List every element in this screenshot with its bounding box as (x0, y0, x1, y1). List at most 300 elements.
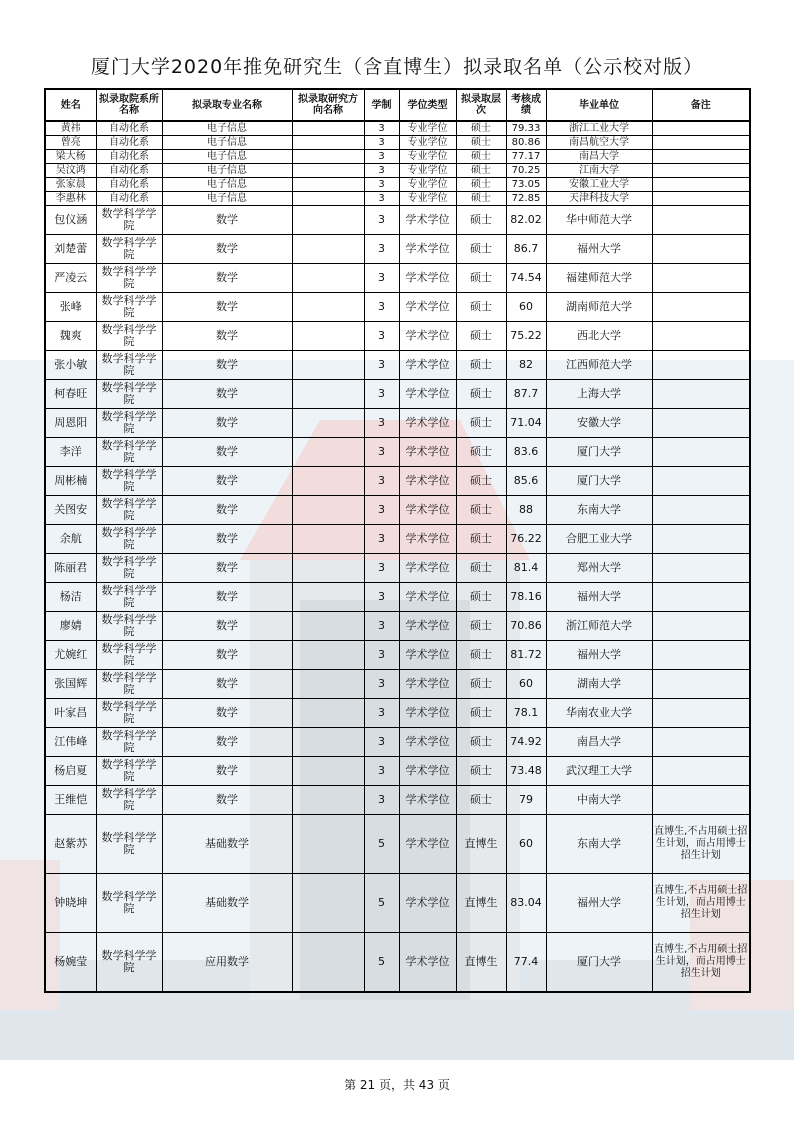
table-row (45, 728, 750, 757)
cell-department: 数学科学学院 (96, 699, 162, 728)
cell-major: 数学 (162, 206, 292, 235)
cell-level: 硕士 (456, 786, 506, 815)
cell-degree-type: 专业学位 (399, 121, 456, 136)
cell-student-name: 钟晓坤 (45, 874, 96, 933)
cell-note (652, 178, 750, 192)
header-degree-type: 学位类型 (399, 89, 456, 121)
cell-student-name: 江伟峰 (45, 728, 96, 757)
cell-student-name: 王维恺 (45, 786, 96, 815)
cell-department: 数学科学学院 (96, 264, 162, 293)
cell-score: 73.05 (506, 178, 546, 192)
cell-years: 3 (364, 409, 399, 438)
cell-department: 自动化系 (96, 178, 162, 192)
cell-direction (292, 728, 364, 757)
cell-degree-type: 学术学位 (399, 699, 456, 728)
cell-major: 数学 (162, 612, 292, 641)
header-name: 姓名 (45, 89, 96, 121)
cell-note (652, 641, 750, 670)
cell-student-name: 曾亮 (45, 136, 96, 150)
table-row (45, 467, 750, 496)
cell-note (652, 322, 750, 351)
cell-level: 硕士 (456, 467, 506, 496)
cell-years: 3 (364, 612, 399, 641)
cell-major: 数学 (162, 641, 292, 670)
cell-degree-type: 学术学位 (399, 351, 456, 380)
table-row (45, 525, 750, 554)
cell-years: 3 (364, 192, 399, 206)
cell-level: 硕士 (456, 121, 506, 136)
cell-score: 73.48 (506, 757, 546, 786)
cell-years: 3 (364, 670, 399, 699)
cell-school: 江南大学 (546, 164, 652, 178)
cell-school: 南昌大学 (546, 150, 652, 164)
cell-score: 70.86 (506, 612, 546, 641)
cell-school: 湖南师范大学 (546, 293, 652, 322)
cell-major: 数学 (162, 728, 292, 757)
cell-student-name: 杨洁 (45, 583, 96, 612)
cell-score: 70.25 (506, 164, 546, 178)
cell-student-name: 张国辉 (45, 670, 96, 699)
cell-degree-type: 学术学位 (399, 496, 456, 525)
table-row (45, 164, 750, 178)
cell-years: 3 (364, 293, 399, 322)
header-direction: 拟录取研究方向名称 (292, 89, 364, 121)
cell-note (652, 728, 750, 757)
cell-years: 3 (364, 438, 399, 467)
cell-degree-type: 学术学位 (399, 525, 456, 554)
table-row (45, 380, 750, 409)
cell-score: 78.1 (506, 699, 546, 728)
cell-school: 江西师范大学 (546, 351, 652, 380)
cell-major: 数学 (162, 699, 292, 728)
header-department: 拟录取院系所名称 (96, 89, 162, 121)
cell-major: 应用数学 (162, 933, 292, 993)
cell-level: 硕士 (456, 670, 506, 699)
cell-note: 直博生,不占用硕士招生计划，而占用博士招生计划 (652, 874, 750, 933)
cell-note (652, 264, 750, 293)
cell-department: 数学科学学院 (96, 815, 162, 874)
cell-school: 郑州大学 (546, 554, 652, 583)
header-note: 备注 (652, 89, 750, 121)
cell-years: 3 (364, 164, 399, 178)
cell-level: 硕士 (456, 699, 506, 728)
cell-note (652, 136, 750, 150)
cell-department: 数学科学学院 (96, 496, 162, 525)
cell-level: 硕士 (456, 583, 506, 612)
cell-degree-type: 专业学位 (399, 164, 456, 178)
cell-major: 数学 (162, 264, 292, 293)
cell-direction (292, 757, 364, 786)
cell-school: 中南大学 (546, 786, 652, 815)
cell-direction (292, 641, 364, 670)
cell-level: 硕士 (456, 178, 506, 192)
cell-note: 直博生,不占用硕士招生计划，而占用博士招生计划 (652, 815, 750, 874)
cell-score: 60 (506, 815, 546, 874)
cell-direction (292, 136, 364, 150)
header-level: 拟录取层次 (456, 89, 506, 121)
cell-note (652, 235, 750, 264)
cell-score: 85.6 (506, 467, 546, 496)
cell-major: 数学 (162, 786, 292, 815)
cell-degree-type: 学术学位 (399, 815, 456, 874)
cell-school: 福州大学 (546, 641, 652, 670)
table-row (45, 699, 750, 728)
cell-major: 基础数学 (162, 815, 292, 874)
cell-major: 数学 (162, 351, 292, 380)
table-row (45, 438, 750, 467)
cell-major: 数学 (162, 438, 292, 467)
cell-degree-type: 学术学位 (399, 554, 456, 583)
cell-score: 81.72 (506, 641, 546, 670)
cell-degree-type: 专业学位 (399, 136, 456, 150)
cell-student-name: 张家晨 (45, 178, 96, 192)
cell-department: 数学科学学院 (96, 409, 162, 438)
cell-score: 74.54 (506, 264, 546, 293)
cell-score: 82 (506, 351, 546, 380)
header-score: 考核成绩 (506, 89, 546, 121)
cell-years: 3 (364, 641, 399, 670)
cell-level: 直博生 (456, 815, 506, 874)
cell-school: 南昌航空大学 (546, 136, 652, 150)
cell-student-name: 周恩阳 (45, 409, 96, 438)
cell-school: 安徽工业大学 (546, 178, 652, 192)
cell-years: 5 (364, 933, 399, 993)
cell-years: 3 (364, 554, 399, 583)
cell-level: 硕士 (456, 496, 506, 525)
cell-department: 数学科学学院 (96, 670, 162, 699)
cell-note (652, 786, 750, 815)
cell-school: 华南农业大学 (546, 699, 652, 728)
cell-student-name: 严凌云 (45, 264, 96, 293)
table-row (45, 235, 750, 264)
cell-major: 数学 (162, 496, 292, 525)
cell-score: 88 (506, 496, 546, 525)
cell-direction (292, 322, 364, 351)
table-row (45, 136, 750, 150)
cell-school: 厦门大学 (546, 467, 652, 496)
cell-major: 数学 (162, 525, 292, 554)
table-row (45, 192, 750, 206)
cell-score: 83.6 (506, 438, 546, 467)
cell-school: 上海大学 (546, 380, 652, 409)
cell-direction (292, 786, 364, 815)
cell-school: 南昌大学 (546, 728, 652, 757)
cell-department: 数学科学学院 (96, 728, 162, 757)
cell-note (652, 525, 750, 554)
cell-score: 87.7 (506, 380, 546, 409)
cell-major: 数学 (162, 409, 292, 438)
cell-degree-type: 学术学位 (399, 728, 456, 757)
cell-school: 浙江师范大学 (546, 612, 652, 641)
cell-major: 数学 (162, 322, 292, 351)
cell-department: 自动化系 (96, 121, 162, 136)
cell-direction (292, 438, 364, 467)
cell-department: 自动化系 (96, 150, 162, 164)
cell-major: 数学 (162, 467, 292, 496)
cell-note (652, 409, 750, 438)
cell-department: 数学科学学院 (96, 467, 162, 496)
cell-degree-type: 专业学位 (399, 150, 456, 164)
cell-level: 硕士 (456, 164, 506, 178)
cell-level: 硕士 (456, 525, 506, 554)
cell-direction (292, 815, 364, 874)
cell-student-name: 李惠林 (45, 192, 96, 206)
cell-note (652, 351, 750, 380)
cell-direction (292, 933, 364, 993)
table-header-row (45, 89, 750, 121)
cell-degree-type: 学术学位 (399, 641, 456, 670)
cell-department: 数学科学学院 (96, 322, 162, 351)
cell-level: 硕士 (456, 136, 506, 150)
cell-direction (292, 235, 364, 264)
cell-direction (292, 351, 364, 380)
cell-direction (292, 583, 364, 612)
cell-direction (292, 554, 364, 583)
cell-degree-type: 学术学位 (399, 322, 456, 351)
cell-direction (292, 612, 364, 641)
cell-department: 数学科学学院 (96, 293, 162, 322)
cell-student-name: 张小敏 (45, 351, 96, 380)
cell-level: 硕士 (456, 235, 506, 264)
cell-student-name: 余航 (45, 525, 96, 554)
cell-note (652, 438, 750, 467)
table-row (45, 670, 750, 699)
cell-school: 武汉理工大学 (546, 757, 652, 786)
cell-degree-type: 学术学位 (399, 467, 456, 496)
cell-note (652, 467, 750, 496)
cell-score: 79 (506, 786, 546, 815)
cell-department: 数学科学学院 (96, 554, 162, 583)
cell-student-name: 魏爽 (45, 322, 96, 351)
cell-student-name: 尤婉红 (45, 641, 96, 670)
cell-degree-type: 学术学位 (399, 757, 456, 786)
cell-years: 3 (364, 322, 399, 351)
cell-note (652, 496, 750, 525)
cell-years: 3 (364, 206, 399, 235)
header-school: 毕业单位 (546, 89, 652, 121)
cell-department: 数学科学学院 (96, 380, 162, 409)
cell-note (652, 380, 750, 409)
table-row (45, 496, 750, 525)
cell-school: 东南大学 (546, 815, 652, 874)
cell-direction (292, 150, 364, 164)
cell-note (652, 699, 750, 728)
cell-direction (292, 121, 364, 136)
cell-score: 86.7 (506, 235, 546, 264)
cell-degree-type: 学术学位 (399, 786, 456, 815)
cell-student-name: 周彬楠 (45, 467, 96, 496)
cell-major: 数学 (162, 293, 292, 322)
cell-note (652, 757, 750, 786)
cell-school: 福州大学 (546, 235, 652, 264)
cell-years: 3 (364, 136, 399, 150)
cell-department: 数学科学学院 (96, 641, 162, 670)
cell-department: 数学科学学院 (96, 583, 162, 612)
cell-note (652, 293, 750, 322)
cell-degree-type: 专业学位 (399, 192, 456, 206)
cell-school: 东南大学 (546, 496, 652, 525)
cell-department: 数学科学学院 (96, 235, 162, 264)
cell-major: 基础数学 (162, 874, 292, 933)
cell-years: 3 (364, 728, 399, 757)
cell-degree-type: 学术学位 (399, 380, 456, 409)
cell-score: 79.33 (506, 121, 546, 136)
page-title: 厦门大学2020年推免研究生（含直博生）拟录取名单（公示校对版） (90, 56, 704, 78)
cell-student-name: 赵紫苏 (45, 815, 96, 874)
cell-degree-type: 学术学位 (399, 933, 456, 993)
table-row (45, 264, 750, 293)
cell-major: 数学 (162, 670, 292, 699)
cell-student-name: 陈丽君 (45, 554, 96, 583)
cell-level: 硕士 (456, 351, 506, 380)
cell-department: 数学科学学院 (96, 525, 162, 554)
cell-score: 82.02 (506, 206, 546, 235)
cell-student-name: 李洋 (45, 438, 96, 467)
cell-years: 3 (364, 699, 399, 728)
cell-school: 厦门大学 (546, 438, 652, 467)
table-row (45, 786, 750, 815)
cell-direction (292, 409, 364, 438)
cell-years: 3 (364, 380, 399, 409)
cell-note (652, 192, 750, 206)
cell-direction (292, 496, 364, 525)
cell-department: 自动化系 (96, 192, 162, 206)
cell-major: 电子信息 (162, 136, 292, 150)
cell-years: 3 (364, 525, 399, 554)
cell-direction (292, 264, 364, 293)
cell-level: 直博生 (456, 933, 506, 993)
cell-degree-type: 学术学位 (399, 612, 456, 641)
cell-major: 数学 (162, 554, 292, 583)
cell-score: 80.86 (506, 136, 546, 150)
cell-school: 浙江工业大学 (546, 121, 652, 136)
cell-score: 77.17 (506, 150, 546, 164)
cell-years: 5 (364, 874, 399, 933)
cell-direction (292, 525, 364, 554)
cell-note (652, 164, 750, 178)
cell-department: 数学科学学院 (96, 438, 162, 467)
cell-department: 数学科学学院 (96, 786, 162, 815)
cell-note (652, 554, 750, 583)
table-row (45, 121, 750, 136)
table-row (45, 554, 750, 583)
cell-department: 自动化系 (96, 164, 162, 178)
cell-years: 3 (364, 496, 399, 525)
table-row (45, 206, 750, 235)
cell-major: 电子信息 (162, 121, 292, 136)
table-row (45, 409, 750, 438)
cell-years: 3 (364, 351, 399, 380)
cell-level: 硕士 (456, 206, 506, 235)
cell-years: 3 (364, 264, 399, 293)
cell-years: 3 (364, 150, 399, 164)
cell-direction (292, 192, 364, 206)
cell-school: 福建师范大学 (546, 264, 652, 293)
cell-level: 硕士 (456, 409, 506, 438)
cell-level: 硕士 (456, 757, 506, 786)
table-row (45, 815, 750, 874)
cell-score: 60 (506, 670, 546, 699)
table-row (45, 583, 750, 612)
cell-level: 硕士 (456, 322, 506, 351)
cell-direction (292, 699, 364, 728)
table-row (45, 322, 750, 351)
cell-degree-type: 学术学位 (399, 874, 456, 933)
cell-student-name: 柯春旺 (45, 380, 96, 409)
cell-major: 数学 (162, 380, 292, 409)
cell-degree-type: 学术学位 (399, 235, 456, 264)
cell-years: 3 (364, 121, 399, 136)
cell-direction (292, 164, 364, 178)
cell-score: 77.4 (506, 933, 546, 993)
table-row (45, 933, 750, 993)
cell-department: 数学科学学院 (96, 351, 162, 380)
cell-major: 数学 (162, 235, 292, 264)
cell-major: 电子信息 (162, 192, 292, 206)
cell-student-name: 包仪涵 (45, 206, 96, 235)
cell-years: 3 (364, 757, 399, 786)
table-row (45, 293, 750, 322)
cell-department: 数学科学学院 (96, 757, 162, 786)
cell-score: 72.85 (506, 192, 546, 206)
header-major: 拟录取专业名称 (162, 89, 292, 121)
admission-table (44, 88, 751, 993)
cell-level: 硕士 (456, 192, 506, 206)
cell-score: 74.92 (506, 728, 546, 757)
cell-student-name: 吴汶鸿 (45, 164, 96, 178)
cell-level: 硕士 (456, 380, 506, 409)
cell-level: 硕士 (456, 150, 506, 164)
cell-department: 数学科学学院 (96, 933, 162, 993)
cell-score: 60 (506, 293, 546, 322)
cell-score: 75.22 (506, 322, 546, 351)
table-row (45, 150, 750, 164)
cell-major: 电子信息 (162, 178, 292, 192)
cell-department: 数学科学学院 (96, 206, 162, 235)
cell-student-name: 梁大杨 (45, 150, 96, 164)
cell-degree-type: 学术学位 (399, 409, 456, 438)
cell-level: 硕士 (456, 438, 506, 467)
cell-school: 天津科技大学 (546, 192, 652, 206)
cell-direction (292, 380, 364, 409)
cell-level: 硕士 (456, 554, 506, 583)
cell-school: 福州大学 (546, 874, 652, 933)
cell-department: 数学科学学院 (96, 612, 162, 641)
cell-direction (292, 467, 364, 496)
cell-degree-type: 学术学位 (399, 438, 456, 467)
cell-level: 直博生 (456, 874, 506, 933)
cell-direction (292, 874, 364, 933)
table-row (45, 757, 750, 786)
cell-degree-type: 学术学位 (399, 670, 456, 699)
table-row (45, 351, 750, 380)
cell-years: 3 (364, 786, 399, 815)
cell-note (652, 612, 750, 641)
cell-student-name: 杨婉莹 (45, 933, 96, 993)
header-years: 学制 (364, 89, 399, 121)
cell-major: 电子信息 (162, 150, 292, 164)
cell-school: 华中师范大学 (546, 206, 652, 235)
cell-years: 3 (364, 235, 399, 264)
cell-score: 83.04 (506, 874, 546, 933)
cell-student-name: 刘楚蕾 (45, 235, 96, 264)
cell-degree-type: 学术学位 (399, 264, 456, 293)
cell-student-name: 关图安 (45, 496, 96, 525)
cell-school: 西北大学 (546, 322, 652, 351)
cell-level: 硕士 (456, 728, 506, 757)
cell-school: 湖南大学 (546, 670, 652, 699)
cell-level: 硕士 (456, 293, 506, 322)
